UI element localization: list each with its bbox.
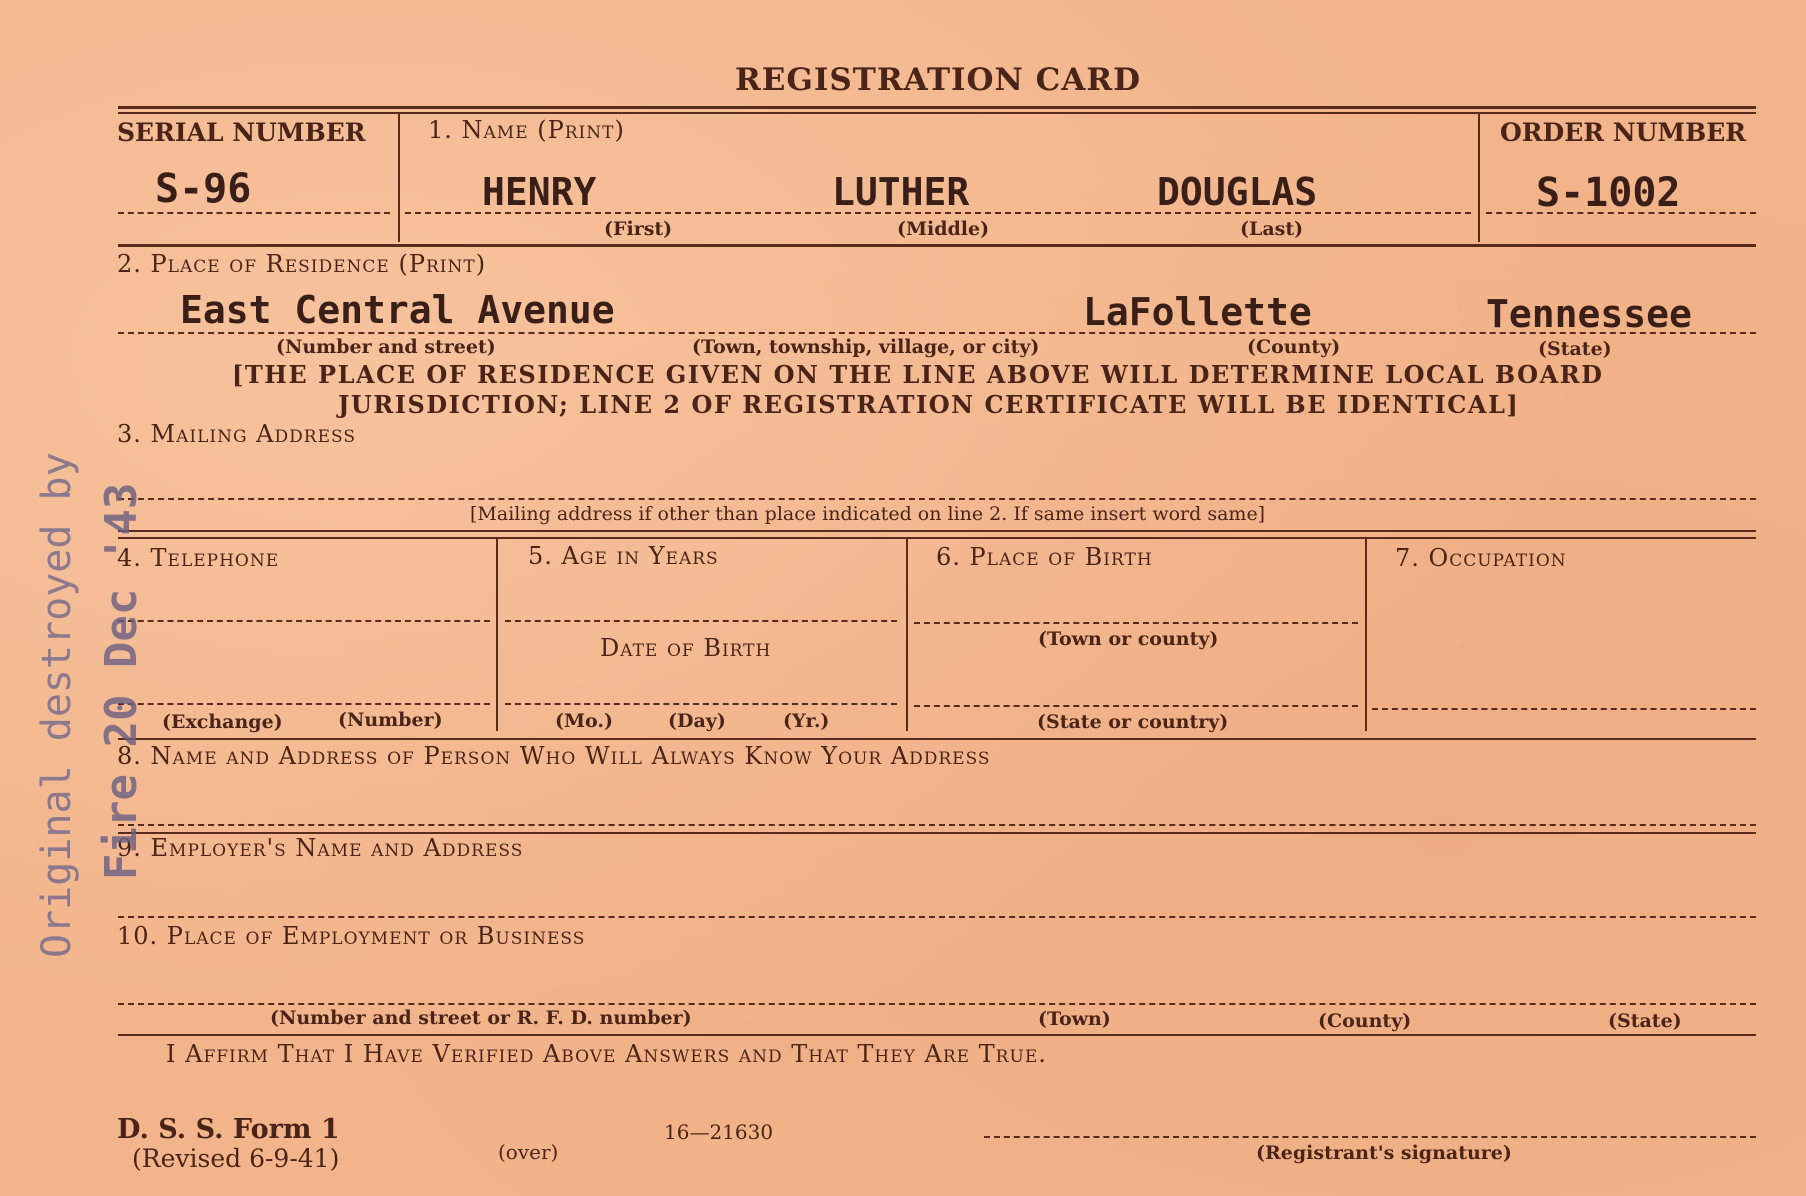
form-code: 16—21630 (664, 1120, 774, 1144)
caption-number: (Number) (338, 709, 443, 731)
destroyed-stamp-line1: Original destroyed by (34, 452, 80, 958)
name-middle-value: LUTHER (832, 170, 970, 214)
caption-town2: (Town) (1038, 1008, 1111, 1030)
residence-state-value: Tennessee (1486, 292, 1692, 336)
name-line (405, 212, 1471, 214)
employment-line (118, 1003, 1756, 1005)
mailing-address-label: 3. Mailing Address (117, 420, 356, 448)
telephone-line1 (118, 620, 490, 622)
caption-state-country: (State or country) (1037, 711, 1229, 733)
serial-number-line (118, 212, 390, 214)
top-rule (118, 106, 1756, 109)
employment-rule (118, 1034, 1756, 1036)
serial-divider (398, 114, 400, 242)
dob-label: Date of Birth (600, 634, 772, 662)
mailing-address-line (118, 498, 1756, 500)
form-name: D. S. S. Form 1 (117, 1114, 340, 1145)
caption-signature: (Registrant's signature) (1256, 1142, 1512, 1164)
telephone-divider (496, 539, 498, 731)
caption-first: (First) (604, 218, 673, 240)
contact-person-label: 8. Name and Address of Person Who Will Always Know Your Address (117, 742, 991, 770)
residence-street-value: East Central Avenue (180, 288, 615, 332)
caption-exchange: (Exchange) (162, 711, 283, 733)
row3-rule-inner (118, 537, 1756, 539)
jurisdiction-note-line1: [THE PLACE OF RESIDENCE GIVEN ON THE LINE ABOVE WILL DETERMINE LOCAL BOARD (232, 360, 1604, 389)
occupation-line (1372, 708, 1756, 710)
employer-line (118, 916, 1756, 918)
birthplace-label: 6. Place of Birth (936, 543, 1153, 571)
caption-number-street: (Number and street) (276, 336, 496, 358)
card-title: REGISTRATION CARD (735, 62, 1142, 98)
caption-middle: (Middle) (897, 218, 990, 240)
signature-line (984, 1136, 1756, 1138)
order-divider (1478, 114, 1480, 242)
birth-divider (1365, 539, 1367, 731)
residence-label: 2. Place of Residence (Print) (117, 250, 487, 278)
dob-line (505, 703, 897, 705)
residence-line (118, 332, 1756, 334)
caption-county2: (County) (1318, 1010, 1412, 1032)
caption-state: (State) (1538, 338, 1612, 360)
telephone-line2 (118, 703, 490, 705)
caption-town: (Town, township, village, or city) (692, 336, 1040, 358)
destroyed-stamp-line2: Fire 20 Dec '43 (96, 482, 147, 880)
employment-label: 10. Place of Employment or Business (117, 922, 586, 950)
contact-person-line (118, 824, 1756, 826)
age-label: 5. Age in Years (528, 542, 719, 570)
over-note: (over) (498, 1140, 559, 1164)
mailing-address-note: [Mailing address if other than place indicated on line 2. If same insert word same] (470, 503, 1266, 525)
caption-year: (Yr.) (783, 710, 830, 732)
row3-rule (118, 530, 1756, 532)
jurisdiction-note-line2: JURISDICTION; LINE 2 OF REGISTRATION CERTIFICATE WILL BE IDENTICAL] (338, 390, 1520, 419)
serial-number-label: SERIAL NUMBER (117, 118, 366, 147)
form-revised: (Revised 6-9-41) (132, 1144, 340, 1173)
serial-number-value: S-96 (155, 166, 252, 212)
caption-county: (County) (1247, 336, 1341, 358)
name-last-value: DOUGLAS (1157, 170, 1318, 214)
order-number-value: S-1002 (1536, 170, 1681, 216)
caption-town-county: (Town or county) (1038, 628, 1219, 650)
caption-day: (Day) (668, 710, 726, 732)
caption-state2: (State) (1608, 1010, 1682, 1032)
caption-month: (Mo.) (555, 710, 613, 732)
name-label: 1. Name (Print) (428, 116, 625, 144)
order-number-label: ORDER NUMBER (1500, 118, 1747, 147)
top-rule-inner (118, 112, 1756, 114)
age-divider (906, 539, 908, 731)
affirmation-text: I Affirm That I Have Verified Above Answers and That They Are True. (166, 1040, 1047, 1068)
row4-rule (118, 738, 1756, 740)
name-first-value: HENRY (482, 170, 597, 214)
occupation-label: 7. Occupation (1395, 544, 1567, 572)
residence-county-value: LaFollette (1083, 290, 1312, 334)
caption-number-street-rfd: (Number and street or R. F. D. number) (270, 1007, 692, 1029)
age-line (505, 620, 897, 622)
birthplace-line2 (914, 705, 1358, 707)
order-number-line (1486, 212, 1756, 214)
birthplace-line1 (914, 622, 1358, 624)
telephone-label: 4. Telephone (117, 544, 280, 572)
caption-last: (Last) (1240, 218, 1304, 240)
employer-label: 9. Employer's Name and Address (117, 834, 524, 862)
row1-rule (118, 244, 1756, 247)
